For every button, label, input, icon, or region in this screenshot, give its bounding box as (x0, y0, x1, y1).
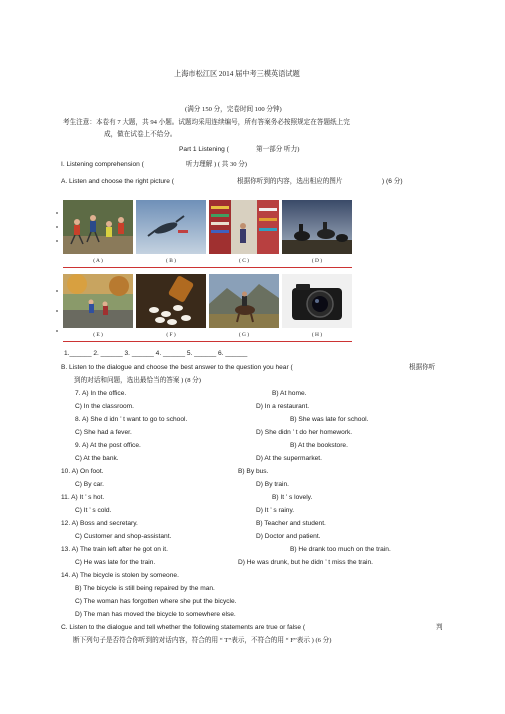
sectionB-cn-right: 根据你听 (409, 364, 436, 371)
sectionA-points: ) (6 分) (382, 178, 403, 185)
picture-g-label: ( G ) (238, 332, 250, 338)
q7-option-a: 7. A) In the office. (75, 390, 127, 397)
q7-option-c: C) In the classroom. (75, 403, 134, 410)
q10-option-d: D) By train. (256, 481, 289, 488)
picture-row-divider (63, 267, 352, 268)
pills-photo-icon (136, 274, 206, 328)
picture-b (136, 200, 206, 254)
picture-f (136, 274, 206, 328)
q13-option-b: B) He drank too much on the train. (290, 546, 391, 553)
sectionC-cn-right: 判 (436, 624, 443, 631)
q8-option-b: B) She was late for school. (290, 416, 369, 423)
skydiver-photo-icon (136, 200, 206, 254)
q10-option-a: 10. A) On foot. (61, 468, 104, 475)
q13-option-c: C) He was late for the train. (75, 559, 156, 566)
q10-option-b: B) By bus. (238, 468, 269, 475)
q12-option-b: B) Teacher and student. (256, 520, 326, 527)
q9-option-a: 9. A) At the post office. (75, 442, 141, 449)
picture-h (282, 274, 352, 328)
margin-tick (56, 212, 58, 214)
q7-option-d: D) In a restaurant. (256, 403, 310, 410)
section1-label: I. Listening comprehension ( (61, 161, 144, 168)
margin-tick (56, 240, 58, 242)
sectionA-cn: 根据你听到的内容，选出相应的图片 (237, 178, 343, 185)
picture-row-divider (63, 341, 352, 342)
q14-option-d: D) The man has moved the bicycle to somewhere else. (75, 611, 236, 618)
q9-option-b: B) At the bookstore. (290, 442, 348, 449)
q14-option-c: C) The woman has forgotten where she put the bicycle. (75, 598, 237, 605)
q11-option-c: C) It ’ s cold. (75, 507, 112, 514)
picture-f-label: ( F ) (166, 332, 176, 338)
q13-option-a: 13. A) The train left after he got on it. (61, 546, 168, 553)
picture-h-label: ( H ) (311, 332, 323, 338)
q8-option-d: D) She didn ’ t do her homework. (256, 429, 353, 436)
park-people-photo-icon (63, 274, 133, 328)
supermarket-photo-icon (209, 200, 279, 254)
q12-option-a: 12. A) Boss and secretary. (61, 520, 138, 527)
q13-option-d: D) He was drunk, but he didn ’ t miss the train. (238, 559, 373, 566)
q12-option-d: D) Doctor and patient. (256, 533, 321, 540)
picture-e-label: ( E ) (93, 332, 103, 338)
margin-tick (56, 330, 58, 332)
q9-option-d: D) At the supermarket. (256, 455, 322, 462)
part1-heading-cn: 第一部分 听力) (256, 146, 300, 153)
q14-option-a: 14. A) The bicycle is stolen by someone. (61, 572, 179, 579)
q10-option-c: C) By car. (75, 481, 104, 488)
sectionC-cn-line2: 断下列句子是否符合你听到的对话内容，符合的用 “ T”表示，不符合的用 “ F”表示 ) (6 分) (73, 637, 332, 644)
q8-option-c: C) She had a fever. (75, 429, 132, 436)
picture-b-label: ( B ) (166, 258, 176, 264)
sectionC-label: C. Listen to the dialogue and tell whether the following statements are true or false ( (61, 624, 306, 631)
answer-blanks: 1.______ 2. ______ 3. ______ 4. ______ 5. ______ 6. ______ (64, 350, 248, 357)
q11-option-a: 11. A) It ’ s hot. (61, 494, 105, 501)
q14-option-b: B) The bicycle is still being repaired by the man. (75, 585, 215, 592)
picture-a (63, 200, 133, 254)
camera-photo-icon (282, 274, 352, 328)
picture-d (282, 200, 352, 254)
picture-c (209, 200, 279, 254)
q12-option-c: C) Customer and shop-assistant. (75, 533, 172, 540)
q7-option-b: B) At home. (272, 390, 307, 397)
picture-g (209, 274, 279, 328)
q11-option-b: B) It ’ s lovely. (272, 494, 313, 501)
margin-tick (56, 226, 58, 228)
picture-c-label: ( C ) (239, 258, 249, 264)
margin-tick (56, 310, 58, 312)
horse-riders-photo-icon (282, 200, 352, 254)
runners-photo-icon (63, 200, 133, 254)
exam-title: 上海市松江区 2014 届中考三模英语试题 (174, 70, 300, 78)
q11-option-d: D) It ’ s rainy. (256, 507, 295, 514)
picture-d-label: ( D ) (311, 258, 323, 264)
part1-heading-en: Part 1 Listening ( (179, 146, 229, 153)
sectionA-label: A. Listen and choose the right picture ( (61, 178, 174, 185)
picture-a-label: ( A ) (93, 258, 103, 264)
score-time: (满分 150 分，完卷时间 100 分钟) (185, 106, 282, 113)
picture-e (63, 274, 133, 328)
margin-tick (56, 290, 58, 292)
sectionB-label: B. Listen to the dialogue and choose the best answer to the question you hear ( (61, 364, 293, 371)
notice-line-1: 考生注意：本卷有 7 大题，共 94 小题。试题均采用连续编号，所有答案务必按照规定在答题纸上完 (63, 119, 350, 126)
q9-option-c: C) At the bank. (75, 455, 119, 462)
notice-line-2: 成，做在试卷上不给分。 (104, 131, 177, 138)
sectionB-cn-line2: 到的对话和问题，选出最恰当的答案 ) (8 分) (74, 377, 201, 384)
horseback-landscape-photo-icon (209, 274, 279, 328)
q8-option-a: 8. A) She d idn ’ t want to go to school. (75, 416, 188, 423)
section1-cn: 听力理解 ) ( 共 30 分) (186, 161, 247, 168)
